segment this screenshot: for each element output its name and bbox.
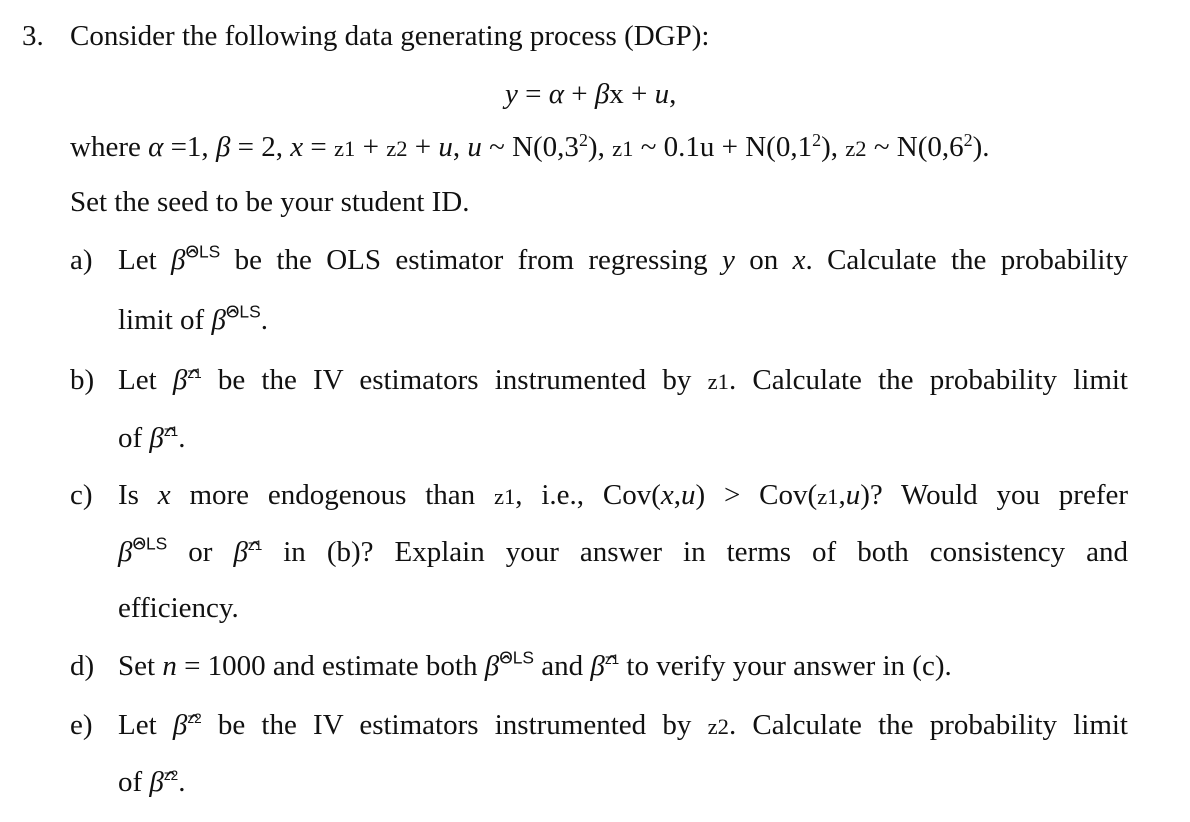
math-fragment — [187, 707, 201, 727]
math-fragment: β — [594, 78, 610, 110]
math-fragment: z2 — [163, 767, 179, 783]
math-fragment: z1 — [247, 537, 263, 553]
math-fragment: z1 — [163, 423, 179, 439]
part-c-line-3: efficiency. — [118, 592, 239, 624]
math-fragment: u — [654, 78, 670, 110]
math-fragment: α — [548, 78, 564, 110]
part-d-label: d) — [70, 650, 95, 682]
math-fragment: y — [505, 78, 518, 110]
math-fragment: β̂ — [172, 364, 188, 396]
math-fragment: z1 — [493, 484, 516, 509]
math-fragment: x — [157, 479, 171, 511]
math-fragment: z2 — [187, 710, 202, 726]
dgp-equation: y = α + βx + u, — [505, 78, 677, 110]
seed-instruction: Set the seed to be your student ID. — [70, 186, 470, 218]
math-fragment: α — [148, 131, 164, 163]
part-e-line-1: Let β̂$^{z2}$ be the IV estimators instrumented by z2. Calculate the probability limit — [118, 711, 1128, 740]
math-fragment: x — [660, 479, 674, 511]
part-a-line-2: limit of β̂$^{OLS}$. — [118, 301, 268, 336]
math-fragment: OLS — [185, 241, 221, 262]
math-fragment — [164, 764, 178, 784]
math-fragment: OLS — [225, 301, 261, 322]
math-fragment: β̂ — [149, 766, 164, 798]
math-fragment: u — [438, 131, 453, 163]
math-fragment: z2 — [386, 136, 408, 161]
question-intro-text: Consider the following data generating process (DGP): — [70, 20, 710, 52]
part-b-line-1: Let β̂$^{z1}$ be the IV estimators instrumented by z1. Calculate the probability limit — [118, 366, 1128, 395]
math-fragment: z1 — [604, 651, 620, 667]
part-c-label: c) — [70, 479, 93, 511]
math-fragment: x — [792, 244, 806, 276]
math-fragment: x — [290, 131, 304, 163]
math-fragment — [248, 534, 262, 554]
math-fragment: β̂ — [172, 709, 188, 741]
math-fragment: z1 — [333, 136, 356, 161]
math-fragment: z2 — [707, 714, 729, 739]
question-number: 3. — [22, 20, 44, 52]
part-d-line-1: Set n = 1000 and estimate both β̂$^{OLS}$ and β̂$^{z1}$ to verify your answer in (c). — [118, 647, 952, 682]
part-b-label: b) — [70, 364, 95, 396]
part-e-label: e) — [70, 709, 93, 741]
math-fragment: β̂ — [211, 304, 226, 336]
math-fragment: y — [721, 244, 735, 276]
math-fragment: u — [845, 479, 861, 511]
part-c-line-1: Is x more endogenous than z1, i.e., Cov(x,u) > Cov(z1,u)? Would you prefer — [118, 479, 1129, 511]
math-fragment: β̂ — [590, 650, 605, 682]
math-fragment: n — [162, 650, 177, 682]
math-fragment — [164, 420, 178, 440]
math-fragment: β̂ — [484, 650, 500, 682]
parameter-definitions: where α =1, β = 2, x = z1 + z2 + u, u ~ $N(0,3^2)$, z1 ~ $0.1u + N(0,1^2)$, z2 ~ $N(0,6^2)$. — [70, 130, 990, 163]
math-fragment: z2 — [845, 136, 867, 161]
math-fragment: u — [680, 479, 696, 511]
math-fragment: z1 — [707, 369, 729, 394]
part-b-line-2: of β̂$^{z1}$. — [118, 424, 185, 453]
part-c-line-2: β̂$^{OLS}$ or β̂$^{z1}$ in (b)? Explain your answer in terms of both consistency and — [118, 533, 1128, 568]
math-fragment: β̂ — [171, 244, 186, 276]
math-fragment: β̂ — [233, 536, 248, 568]
math-fragment: β̂ — [149, 422, 164, 454]
math-fragment: u — [467, 131, 482, 163]
math-fragment: β̂ — [118, 536, 133, 568]
math-fragment: z1 — [612, 136, 634, 161]
math-fragment: z1 — [817, 484, 839, 509]
math-fragment — [605, 648, 619, 668]
math-fragment: β — [215, 131, 231, 163]
part-a-line-1: Let β̂$^{OLS}$ be the OLS estimator from regressing y on x. Calculate the probability — [118, 241, 1129, 276]
math-fragment: OLS — [499, 647, 534, 668]
math-fragment: z1 — [187, 365, 202, 381]
math-fragment — [187, 362, 201, 382]
math-fragment: OLS — [132, 533, 168, 554]
part-a-label: a) — [70, 244, 93, 276]
part-e-line-2: of β̂$^{z2}$. — [118, 768, 185, 797]
question-intro — [22, 22, 709, 51]
